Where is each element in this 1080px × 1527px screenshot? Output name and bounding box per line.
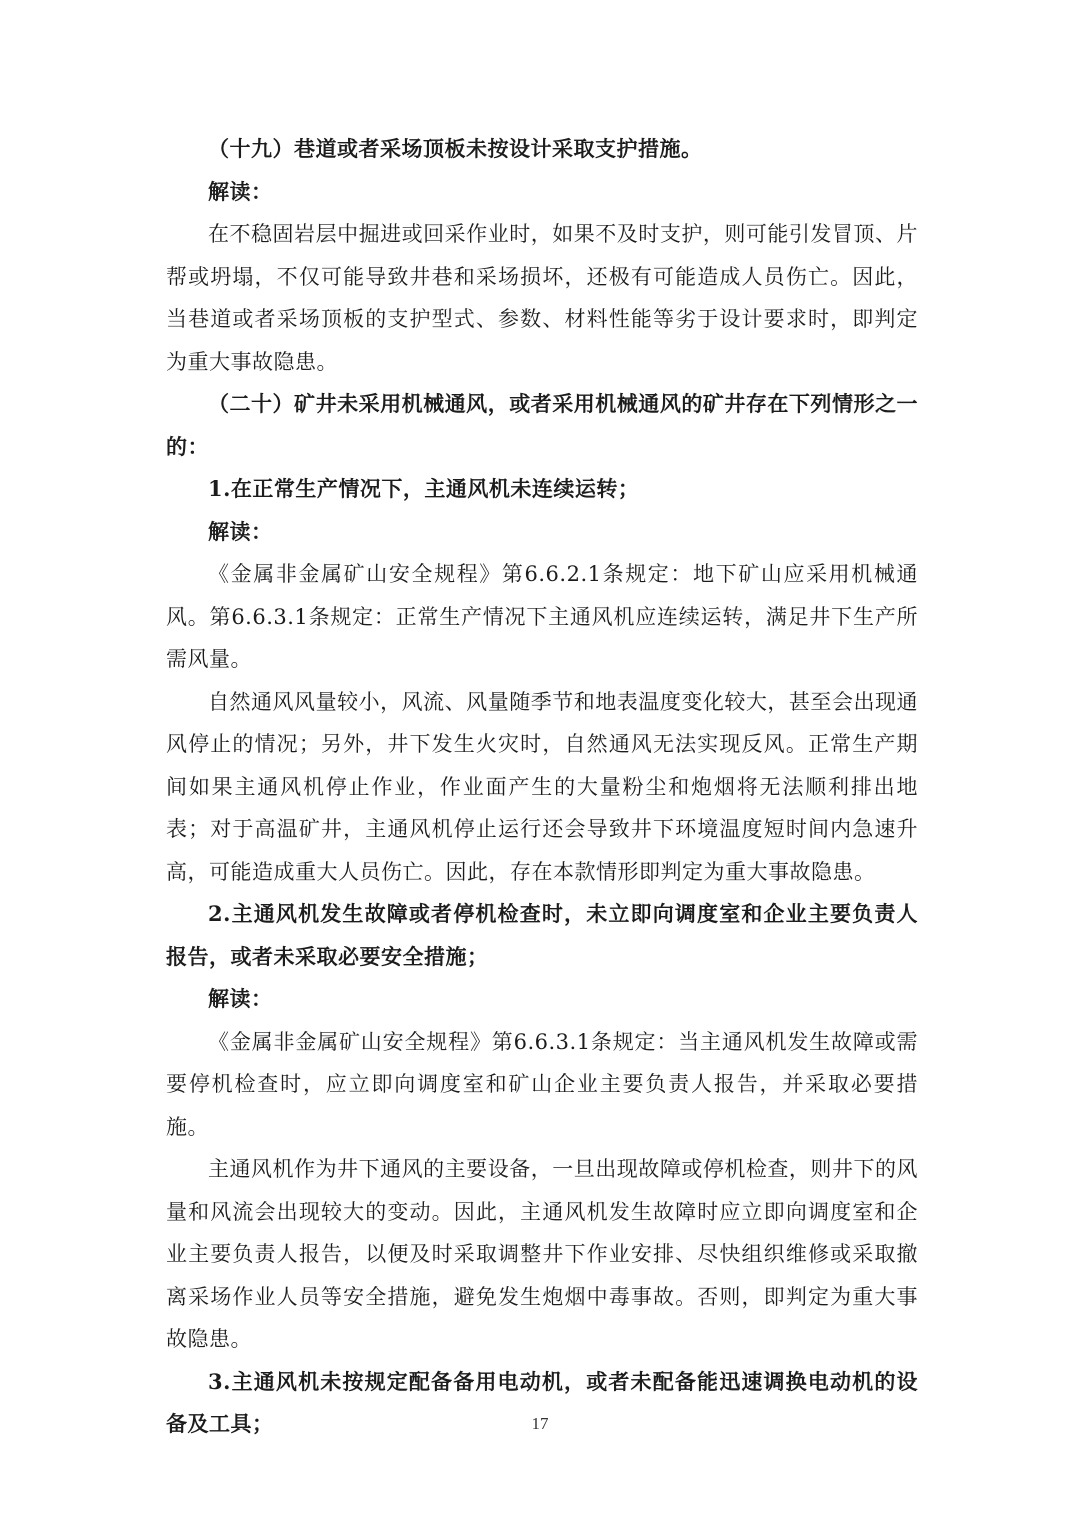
- item-heading-3: 3.主通风机未按规定配备备用电动机，或者未配备能迅速调换电动机的设备及工具；: [166, 1368, 918, 1436]
- body-paragraph: 《金属非金属矿山安全规程》第6.6.2.1条规定：地下矿山应采用机械通风。第6.6.3.1条规定：正常生产情况下主通风机应连续运转，满足井下生产所需风量。: [166, 562, 918, 671]
- body-paragraph: 在不稳固岩层中掘进或回采作业时，如果不及时支护，则可能引发冒顶、片帮或坍塌，不仅可能导致井巷和采场损坏，还极有可能造成人员伤亡。因此，当巷道或者采场顶板的支护型式、参数、材料性能等劣于设计要求时，即判定为重大事故隐患。: [166, 222, 918, 374]
- body-paragraph: 主通风机作为井下通风的主要设备，一旦出现故障或停机检查，则井下的风量和风流会出现较大的变动。因此，主通风机发生故障时应立即向调度室和企业主要负责人报告，以便及时采取调整井下作业安排、尽快组织维修或采取撤离采场作业人员等安全措施，避免发生炮烟中毒事故。否则，即判定为重大事故隐患。: [166, 1157, 918, 1351]
- body-paragraph: 《金属非金属矿山安全规程》第6.6.3.1条规定：当主通风机发生故障或需要停机检查时，应立即向调度室和矿山企业主要负责人报告，并采取必要措施。: [166, 1029, 918, 1139]
- item-heading-1: 1.在正常生产情况下，主通风机未连续运转；: [208, 476, 640, 501]
- document-page: [166, 128, 918, 1446]
- body-paragraph: 自然通风风量较小，风流、风量随季节和地表温度变化较大，甚至会出现通风停止的情况；另外，井下发生火灾时，自然通风无法实现反风。正常生产期间如果主通风机停止作业，作业面产生的大量粉尘和炮烟将无法顺利排出地表；对于高温矿井，主通风机停止运行还会导致井下环境温度短时间内急速升高，可能造成重大人员伤亡。因此，存在本款情形即判定为重大事故隐患。: [166, 689, 918, 884]
- interpretation-label: 解读：: [208, 518, 273, 544]
- section-heading-19: （十九）巷道或者采场顶板未按设计采取支护措施。: [208, 136, 703, 161]
- item-heading-2: 2.主通风机发生故障或者停机检查时，未立即向调度室和企业主要负责人报告，或者未采取必要安全措施；: [166, 901, 918, 969]
- page-number: 17: [531, 1414, 549, 1433]
- interpretation-label: 解读：: [208, 178, 273, 204]
- interpretation-label: 解读：: [208, 986, 273, 1011]
- section-heading-20: （二十）矿井未采用机械通风，或者采用机械通风的矿井存在下列情形之一的：: [166, 391, 918, 459]
